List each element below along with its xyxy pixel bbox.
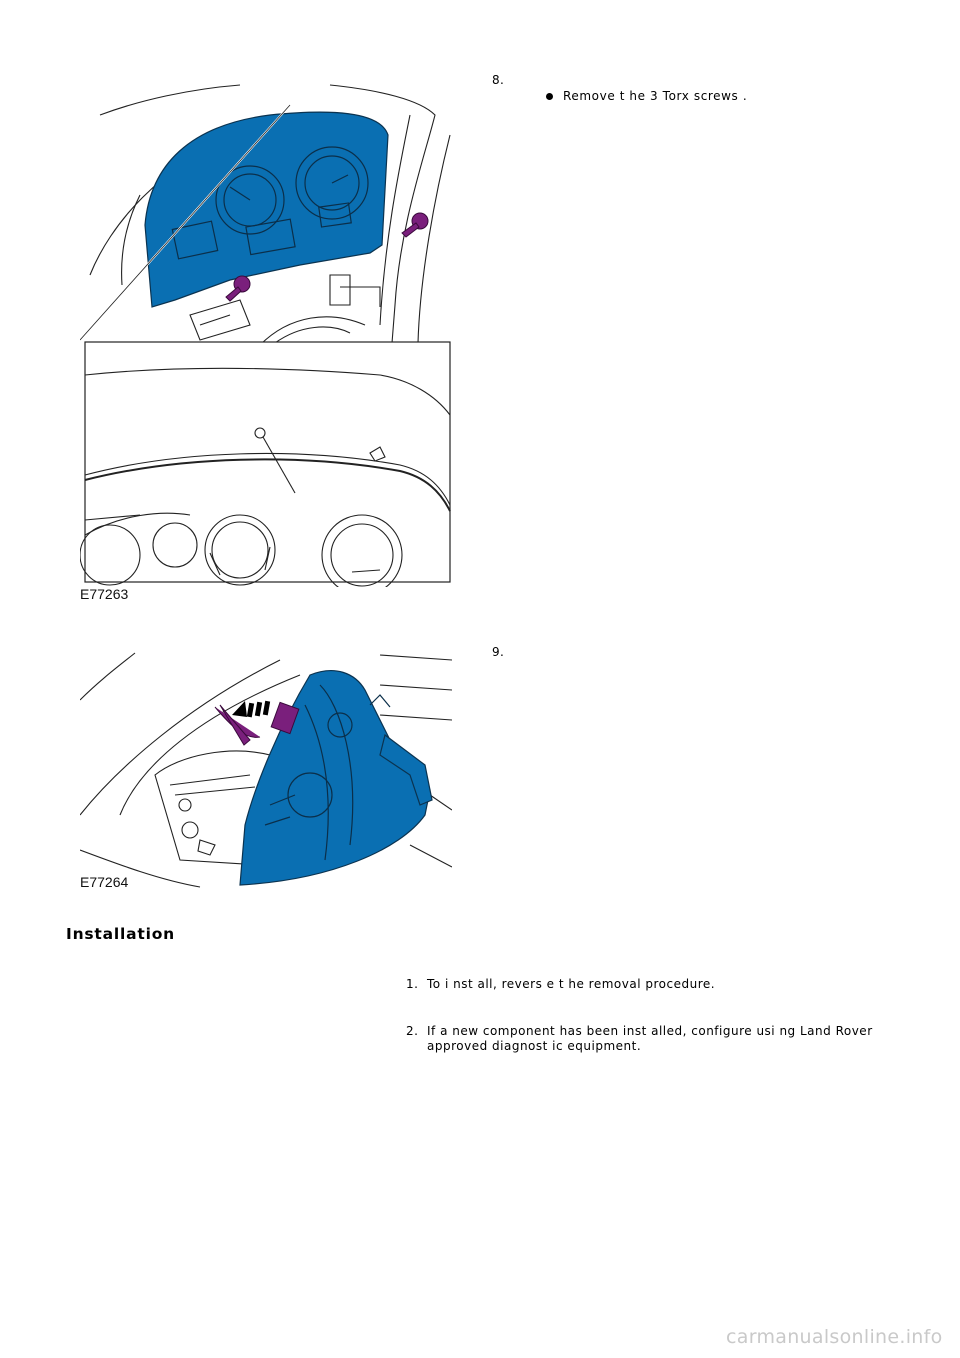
figure-id: E77263 bbox=[80, 586, 129, 602]
step-text: If a new component has been inst alled, configure usi ng Land Rover approved diagnost ic equipment. bbox=[427, 1024, 873, 1053]
instrument-cluster-torx-screws-illustration bbox=[80, 75, 452, 587]
step-number: 1. bbox=[406, 977, 419, 991]
step-text: To i nst all, revers e t he removal procedure. bbox=[427, 977, 716, 991]
section-heading: Installation bbox=[66, 925, 175, 943]
step-instruction: Remove t he 3 Torx screws . bbox=[563, 89, 748, 103]
step-number: 8. bbox=[492, 73, 505, 87]
bullet-icon bbox=[546, 93, 553, 100]
installation-step bbox=[406, 977, 896, 997]
instrument-cluster-connector-disconnect-illustration bbox=[80, 645, 452, 890]
figure-e77263 bbox=[80, 75, 452, 602]
step-number: 9. bbox=[492, 645, 505, 659]
figure-e77264 bbox=[80, 645, 452, 890]
figure-id: E77264 bbox=[80, 874, 129, 890]
step-number: 2. bbox=[406, 1024, 419, 1038]
installation-step bbox=[406, 1024, 896, 1058]
watermark-logo: carmanualsonline.info bbox=[726, 1326, 943, 1348]
